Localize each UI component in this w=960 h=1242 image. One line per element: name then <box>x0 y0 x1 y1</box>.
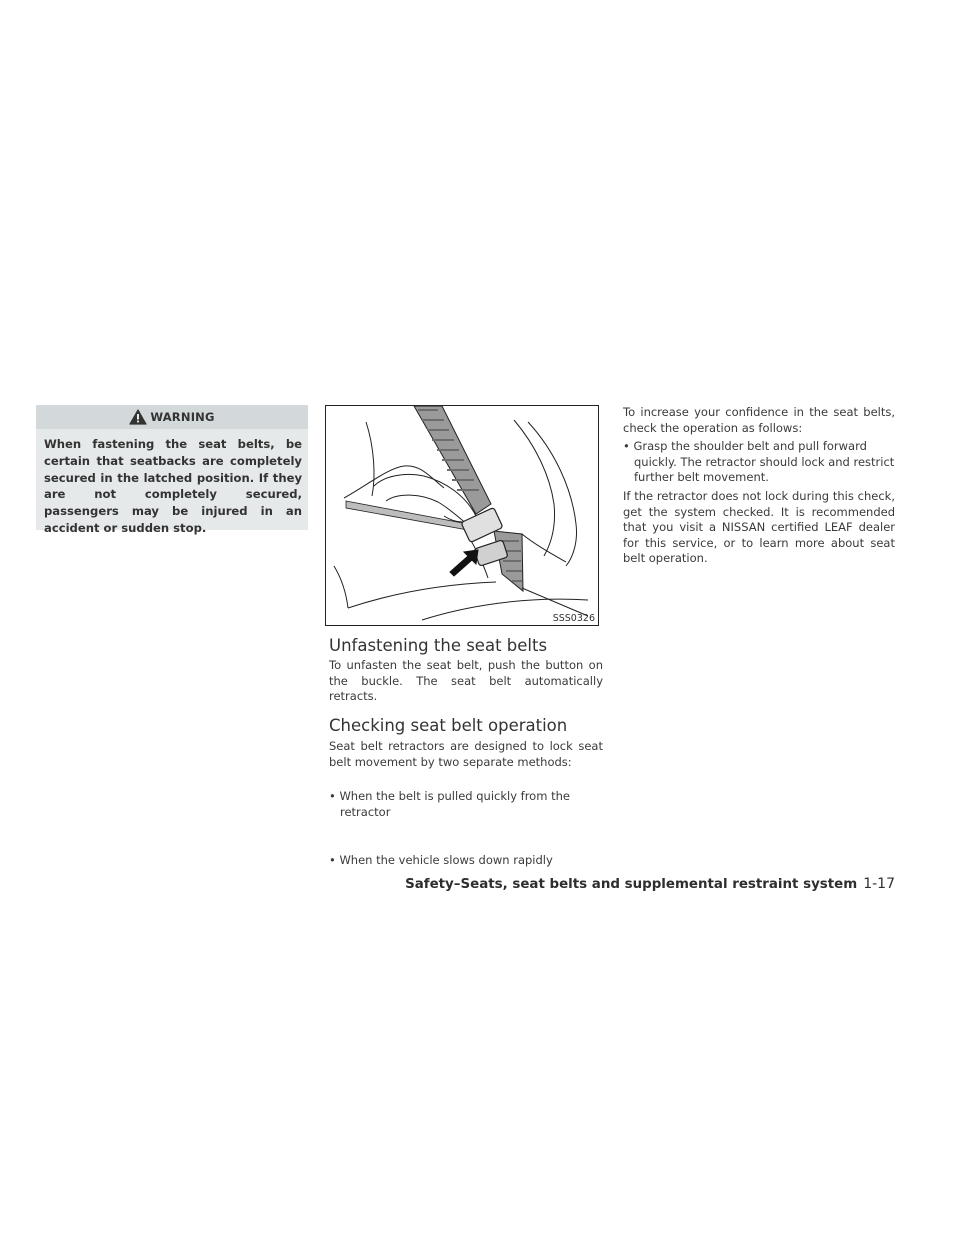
right-closing: If the retractor does not lock during this check, get the system checked. It is recommended that you visit a NISSAN certified LEAF dealer for this service, or to learn more about seat belt operation. <box>623 489 895 565</box>
figure-code: SSS0326 <box>552 613 595 624</box>
warning-box <box>36 405 308 535</box>
unfastening-body: To unfasten the seat belt, push the button on the buckle. The seat belt automatically retracts. <box>329 658 603 703</box>
checking-bullet-2: • When the vehicle slows down rapidly <box>329 853 553 867</box>
checking-bullet-1: • When the belt is pulled quickly from the retractor <box>329 789 570 819</box>
buckle-diagram <box>326 406 598 625</box>
right-bullet: • Grasp the shoulder belt and pull forward quickly. The retractor should lock and restrict further belt movement. <box>623 439 895 484</box>
warning-header <box>36 405 308 429</box>
heading-unfastening: Unfastening the seat belts <box>329 636 548 655</box>
warning-title: WARNING <box>150 410 215 424</box>
seat-belt-illustration <box>325 405 599 626</box>
warning-triangle-icon <box>129 409 147 425</box>
right-intro: To increase your confidence in the seat belts, check the operation as follows: <box>623 405 895 435</box>
page-footer <box>405 876 895 892</box>
heading-checking: Checking seat belt operation <box>329 716 568 735</box>
footer-page-number: 1-17 <box>863 876 895 892</box>
checking-intro: Seat belt retractors are designed to lock seat belt movement by two separate methods: <box>329 739 603 769</box>
footer-section-title: Safety–Seats, seat belts and supplemental restraint system <box>405 877 858 892</box>
warning-text: When fastening the seat belts, be certain that seatbacks are completely secured in the latched position. If they are not completely secured, passengers may be injured in an accident or sudden stop. <box>44 437 302 535</box>
